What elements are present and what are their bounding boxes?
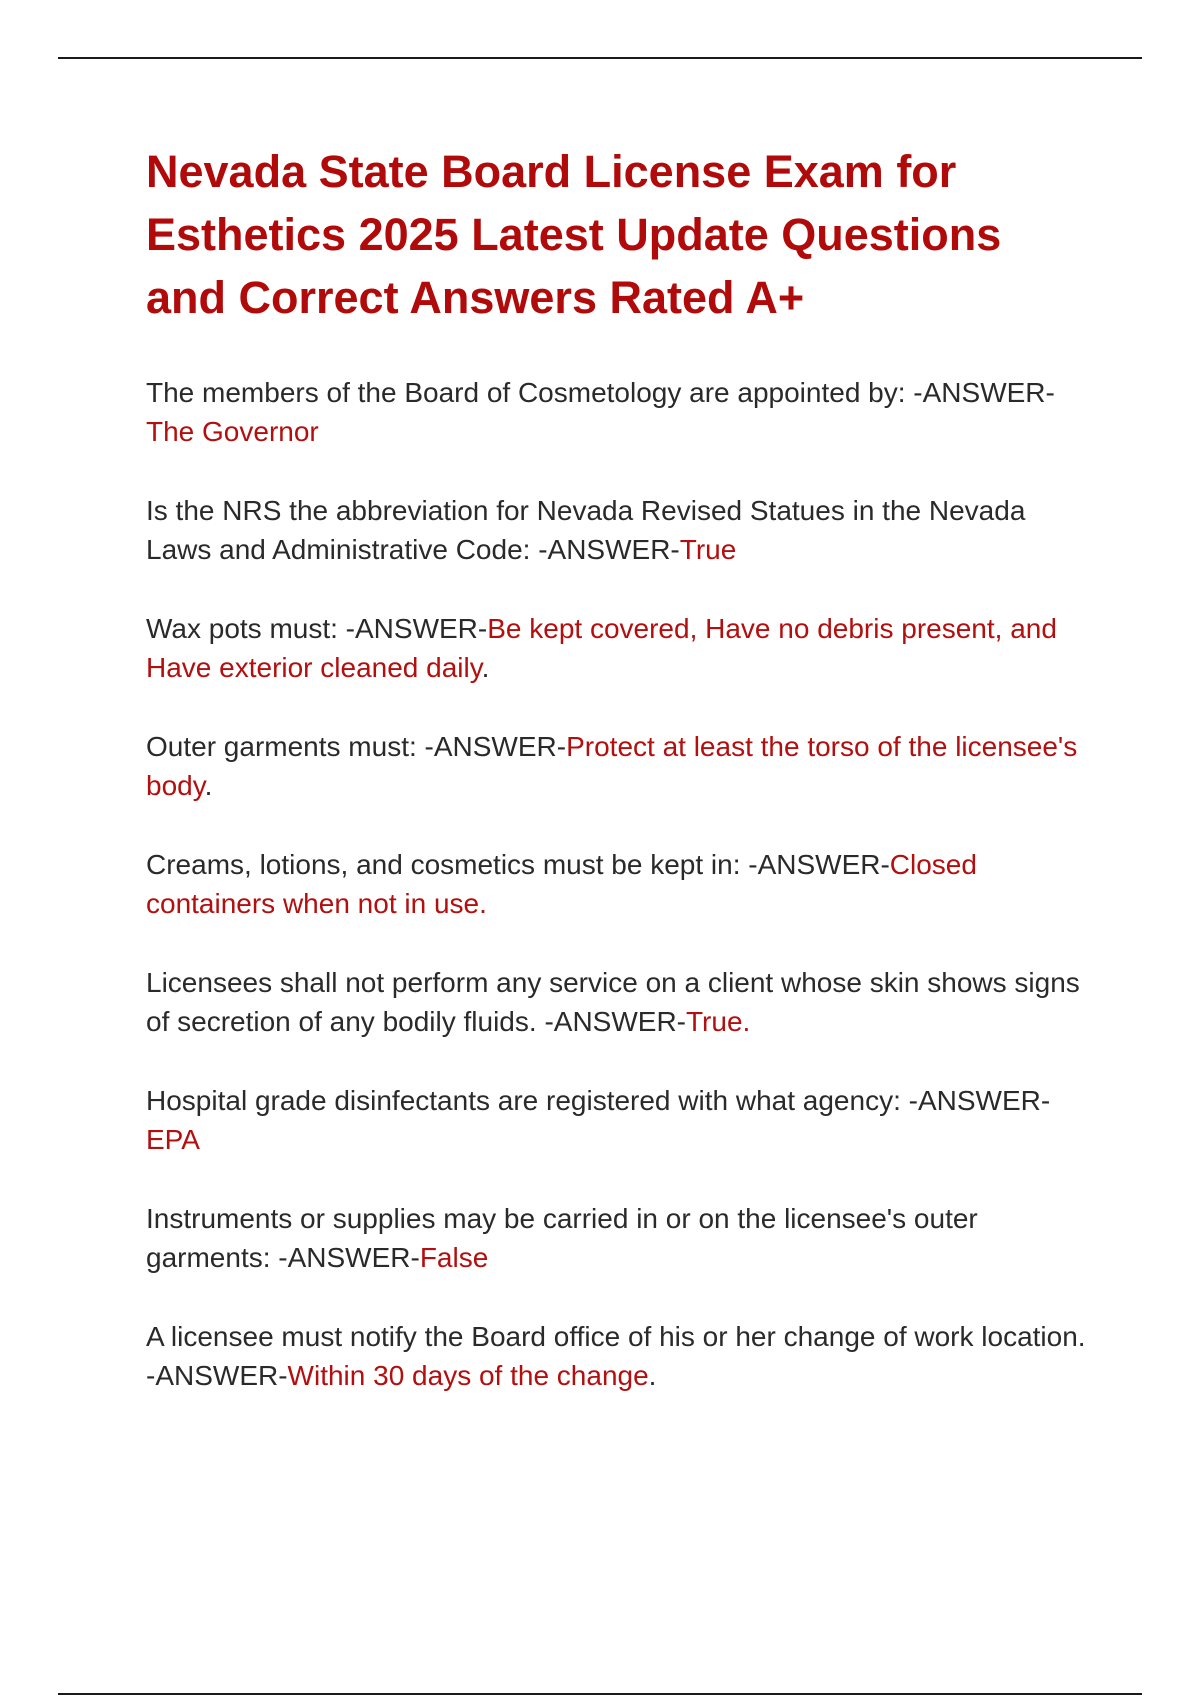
top-rule	[58, 57, 1142, 59]
document-body	[146, 140, 1086, 1435]
answer-text: False	[419, 1242, 489, 1273]
question-text: Wax pots must: -ANSWER-	[146, 613, 488, 644]
answer-text: EPA	[146, 1124, 200, 1155]
document-title: Nevada State Board License Exam for Esthetics 2025 Latest Update Questions and Correct Answers Rated A+	[146, 146, 1002, 323]
question-text: A licensee must notify the Board office of his or her change of work location. -ANSWER-	[146, 1321, 1086, 1391]
qa-item	[146, 373, 1086, 451]
question-text: Licensees shall not perform any service on a client whose skin shows signs of secretion of any bodily fluids. -ANSWER-	[146, 967, 1080, 1037]
qa-item	[146, 727, 1086, 805]
qa-item	[146, 491, 1086, 569]
question-text: The members of the Board of Cosmetology are appointed by: -ANSWER-	[146, 377, 1055, 408]
bottom-rule	[58, 1693, 1142, 1695]
qa-item	[146, 1081, 1086, 1159]
qa-item	[146, 1317, 1086, 1395]
answer-text: Within 30 days of the change	[287, 1360, 649, 1391]
qa-item	[146, 1199, 1086, 1277]
question-text: Is the NRS the abbreviation for Nevada Revised Statues in the Nevada Laws and Administrative Code: -ANSWER-	[146, 495, 1026, 565]
answer-text: Protect at least the torso of the licensee's body	[146, 731, 1078, 801]
question-text: Creams, lotions, and cosmetics must be kept in: -ANSWER-	[146, 849, 890, 880]
question-text: Outer garments must: -ANSWER-	[146, 731, 567, 762]
qa-item	[146, 963, 1086, 1041]
answer-text: The Governor	[146, 416, 319, 447]
qa-item	[146, 845, 1086, 923]
answer-text: Closed containers when not in use.	[146, 849, 977, 919]
question-text: Instruments or supplies may be carried in or on the licensee's outer garments: -ANSWER-	[146, 1203, 978, 1273]
question-text: Hospital grade disinfectants are registered with what agency: -ANSWER-	[146, 1085, 1051, 1116]
qa-item	[146, 609, 1086, 687]
answer-text: Be kept covered, Have no debris present, and Have exterior cleaned daily	[146, 613, 1057, 683]
answer-trail: .	[204, 770, 213, 801]
answer-trail: .	[648, 1360, 657, 1391]
answer-text: True.	[685, 1006, 751, 1037]
answer-trail: .	[481, 652, 490, 683]
answer-text: True	[679, 534, 737, 565]
